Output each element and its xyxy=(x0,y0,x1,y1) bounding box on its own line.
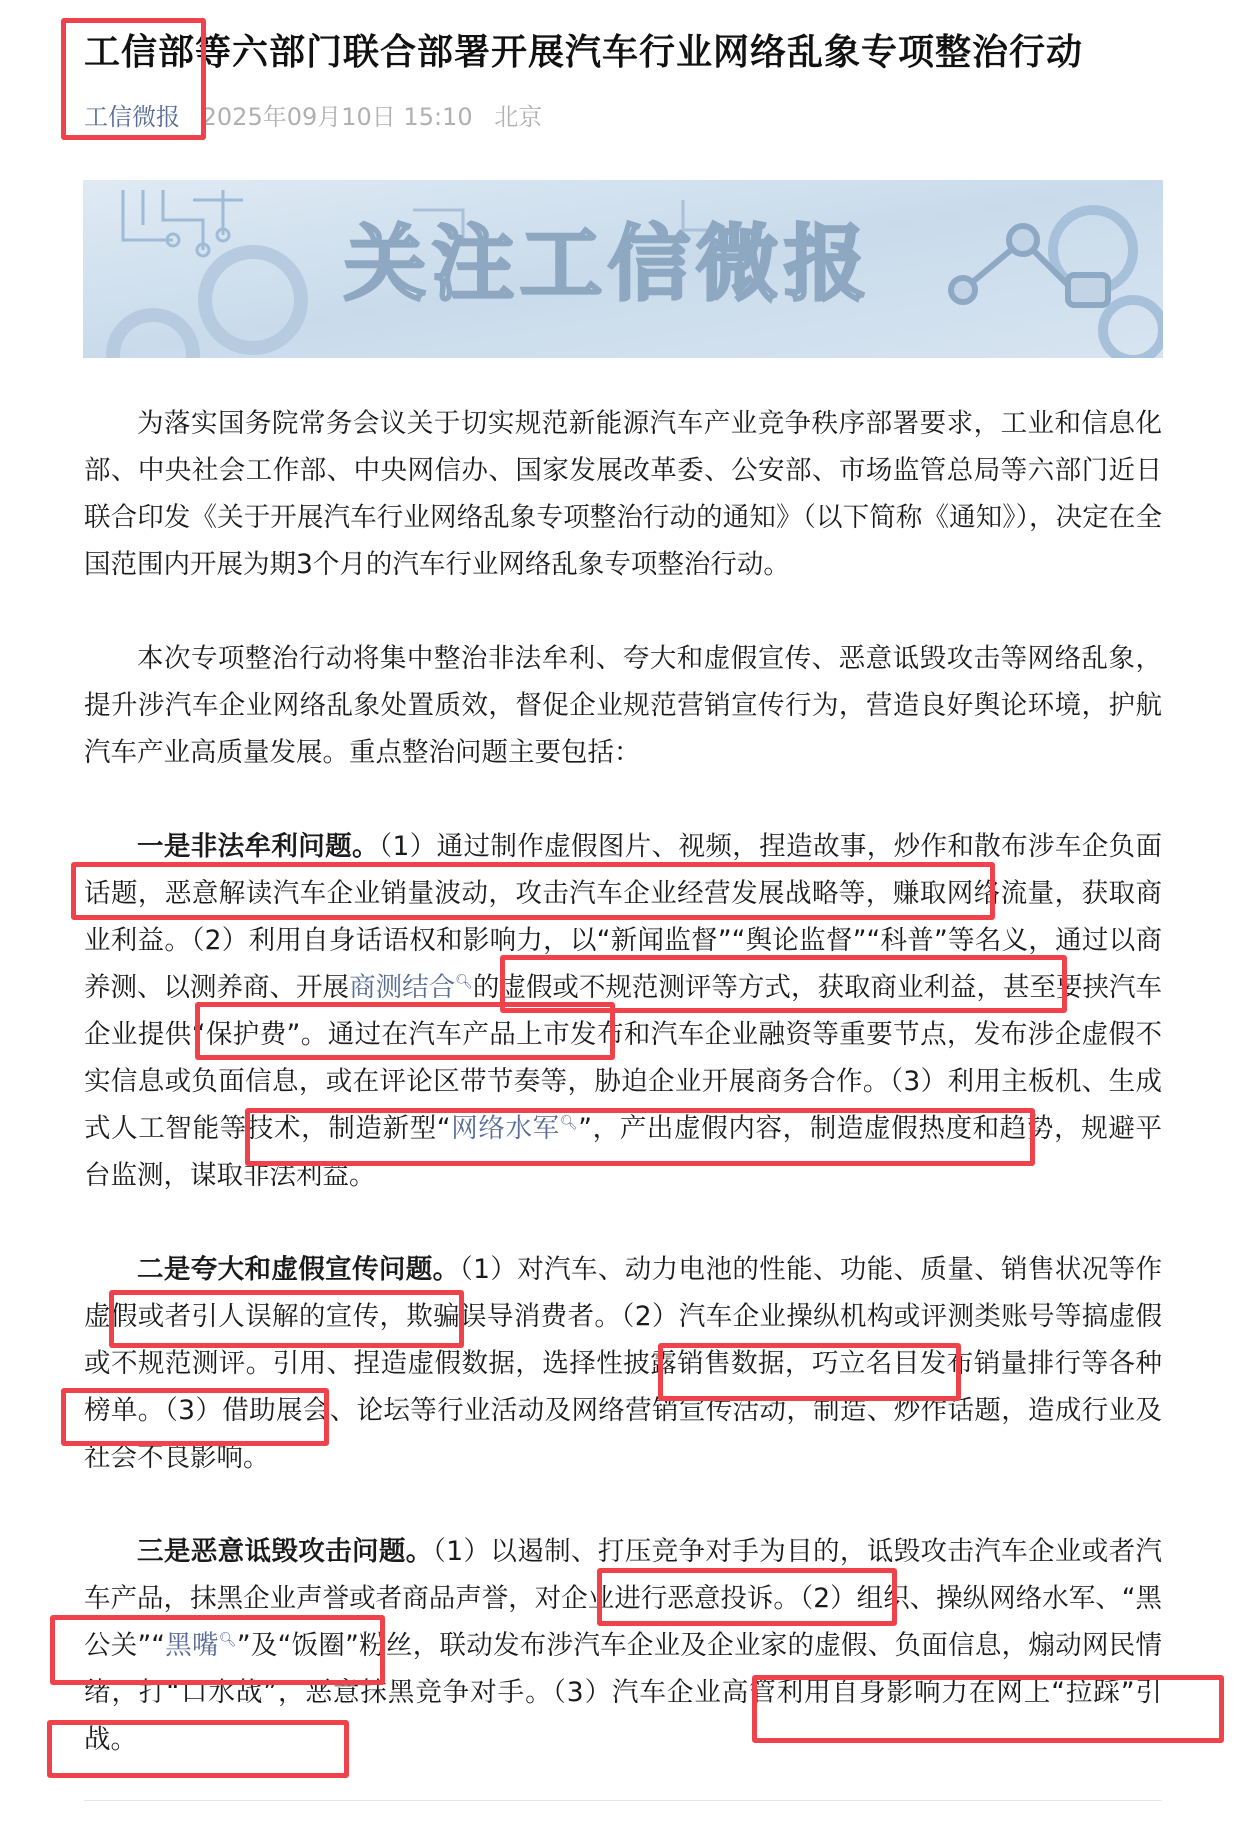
search-icon: 🔍︎ xyxy=(559,1115,579,1132)
publish-location: 北京 xyxy=(494,103,543,131)
paragraph-intro: 为落实国务院常务会议关于切实规范新能源汽车产业竞争秩序部署要求，工业和信息化部、中央社会工作部、中央网信办、国家发展改革委、公安部、市场监管总局等六部门近日联合印发《关于开展汽车行业网络乱象专项整治行动的通知》（以下简称《通知》），决定在全国范围内开展为期3个月的汽车行业网络乱象专项整治行动。 xyxy=(84,408,1162,580)
heading-false-advert: 二是夸大和虚假宣传问题。 xyxy=(137,1254,460,1285)
heading-illegal-profit: 一是非法牟利问题。 xyxy=(137,831,379,862)
source-link[interactable]: 工信微报 xyxy=(84,103,180,131)
paragraph-false-advert: 二是夸大和虚假宣传问题。（1）对汽车、动力电池的性能、功能、质量、销售状况等作虚假或者引人误解的宣传，欺骗误导消费者。（2）汽车企业操纵机构或评测类账号等搞虚假或不规范测评。引用、捏造虚假数据，选择性披露销售数据，巧立名目发布销量排行等各种榜单。（3）借助展会、论坛等行业活动及网络营销宣传活动，制造、炒作话题，造成行业及社会不良影响。 xyxy=(84,1254,1162,1473)
article-body xyxy=(84,400,1162,1810)
article-meta xyxy=(84,97,542,132)
keyword-link-shuijun[interactable]: 网络水军🔍︎ xyxy=(450,1113,579,1144)
divider xyxy=(84,1800,1162,1801)
search-icon: 🔍︎ xyxy=(455,974,473,991)
banner-graphic xyxy=(83,180,1163,358)
banner-text: 关注工信微报 xyxy=(343,217,873,312)
paragraph-illegal-profit: 一是非法牟利问题。（1）通过制作虚假图片、视频，捏造故事，炒作和散布涉车企负面话题，恶意解读汽车企业销量波动，攻击汽车企业经营发展战略等，赚取网络流量，获取商业利益。（2）利用自身话语权和影响力，以“新闻监督”“舆论监督”“科普”等名义，通过以商养测、以测养商、开展商测结合🔍︎的虚假或不规范测评等方式，获取商业利益，甚至要挟汽车企业提供“保护费”。通过在汽车产品上市发布和汽车企业融资等重要节点，发布涉企虚假不实信息或负面信息，或在评论区带节奏等，胁迫企业开展商务合作。（3）利用主板机、生成式人工智能等技术，制造新型“网络水军🔍︎”，产出虚假内容，制造虚假热度和趋势，规避平台监测，谋取非法利益。 xyxy=(84,831,1163,1191)
paragraph-summary: 本次专项整治行动将集中整治非法牟利、夸大和虚假宣传、恶意诋毁攻击等网络乱象，提升涉汽车企业网络乱象处置质效，督促企业规范营销宣传行为，营造良好舆论环境，护航汽车产业高质量发展。重点整治问题主要包括： xyxy=(84,643,1162,768)
keyword-link-heizui[interactable]: 黑嘴🔍︎ xyxy=(165,1630,237,1661)
paragraph-malicious-attack: 三是恶意诋毁攻击问题。（1）以遏制、打压竞争对手为目的，诋毁攻击汽车企业或者汽车产品，抹黑企业声誉或者商品声誉，对企业进行恶意投诉。（2）组织、操纵网络水军、“黑公关”“黑嘴🔍︎”及“饭圈”粉丝，联动发布涉汽车企业及企业家的虚假、负面信息，煽动网民情绪，打“口水战”，恶意抹黑竞争对手。（3）汽车企业高管利用自身影响力在网上“拉踩”引战。 xyxy=(84,1536,1162,1755)
keyword-link-shangce[interactable]: 商测结合🔍︎ xyxy=(349,972,473,1003)
search-icon: 🔍︎ xyxy=(218,1632,237,1649)
banner-image xyxy=(83,180,1163,358)
heading-malicious-attack: 三是恶意诋毁攻击问题。 xyxy=(137,1536,433,1567)
article-title: 工信部等六部门联合部署开展汽车行业网络乱象专项整治行动 xyxy=(84,32,1084,73)
publish-time: 2025年09月10日 15:10 xyxy=(201,103,473,131)
